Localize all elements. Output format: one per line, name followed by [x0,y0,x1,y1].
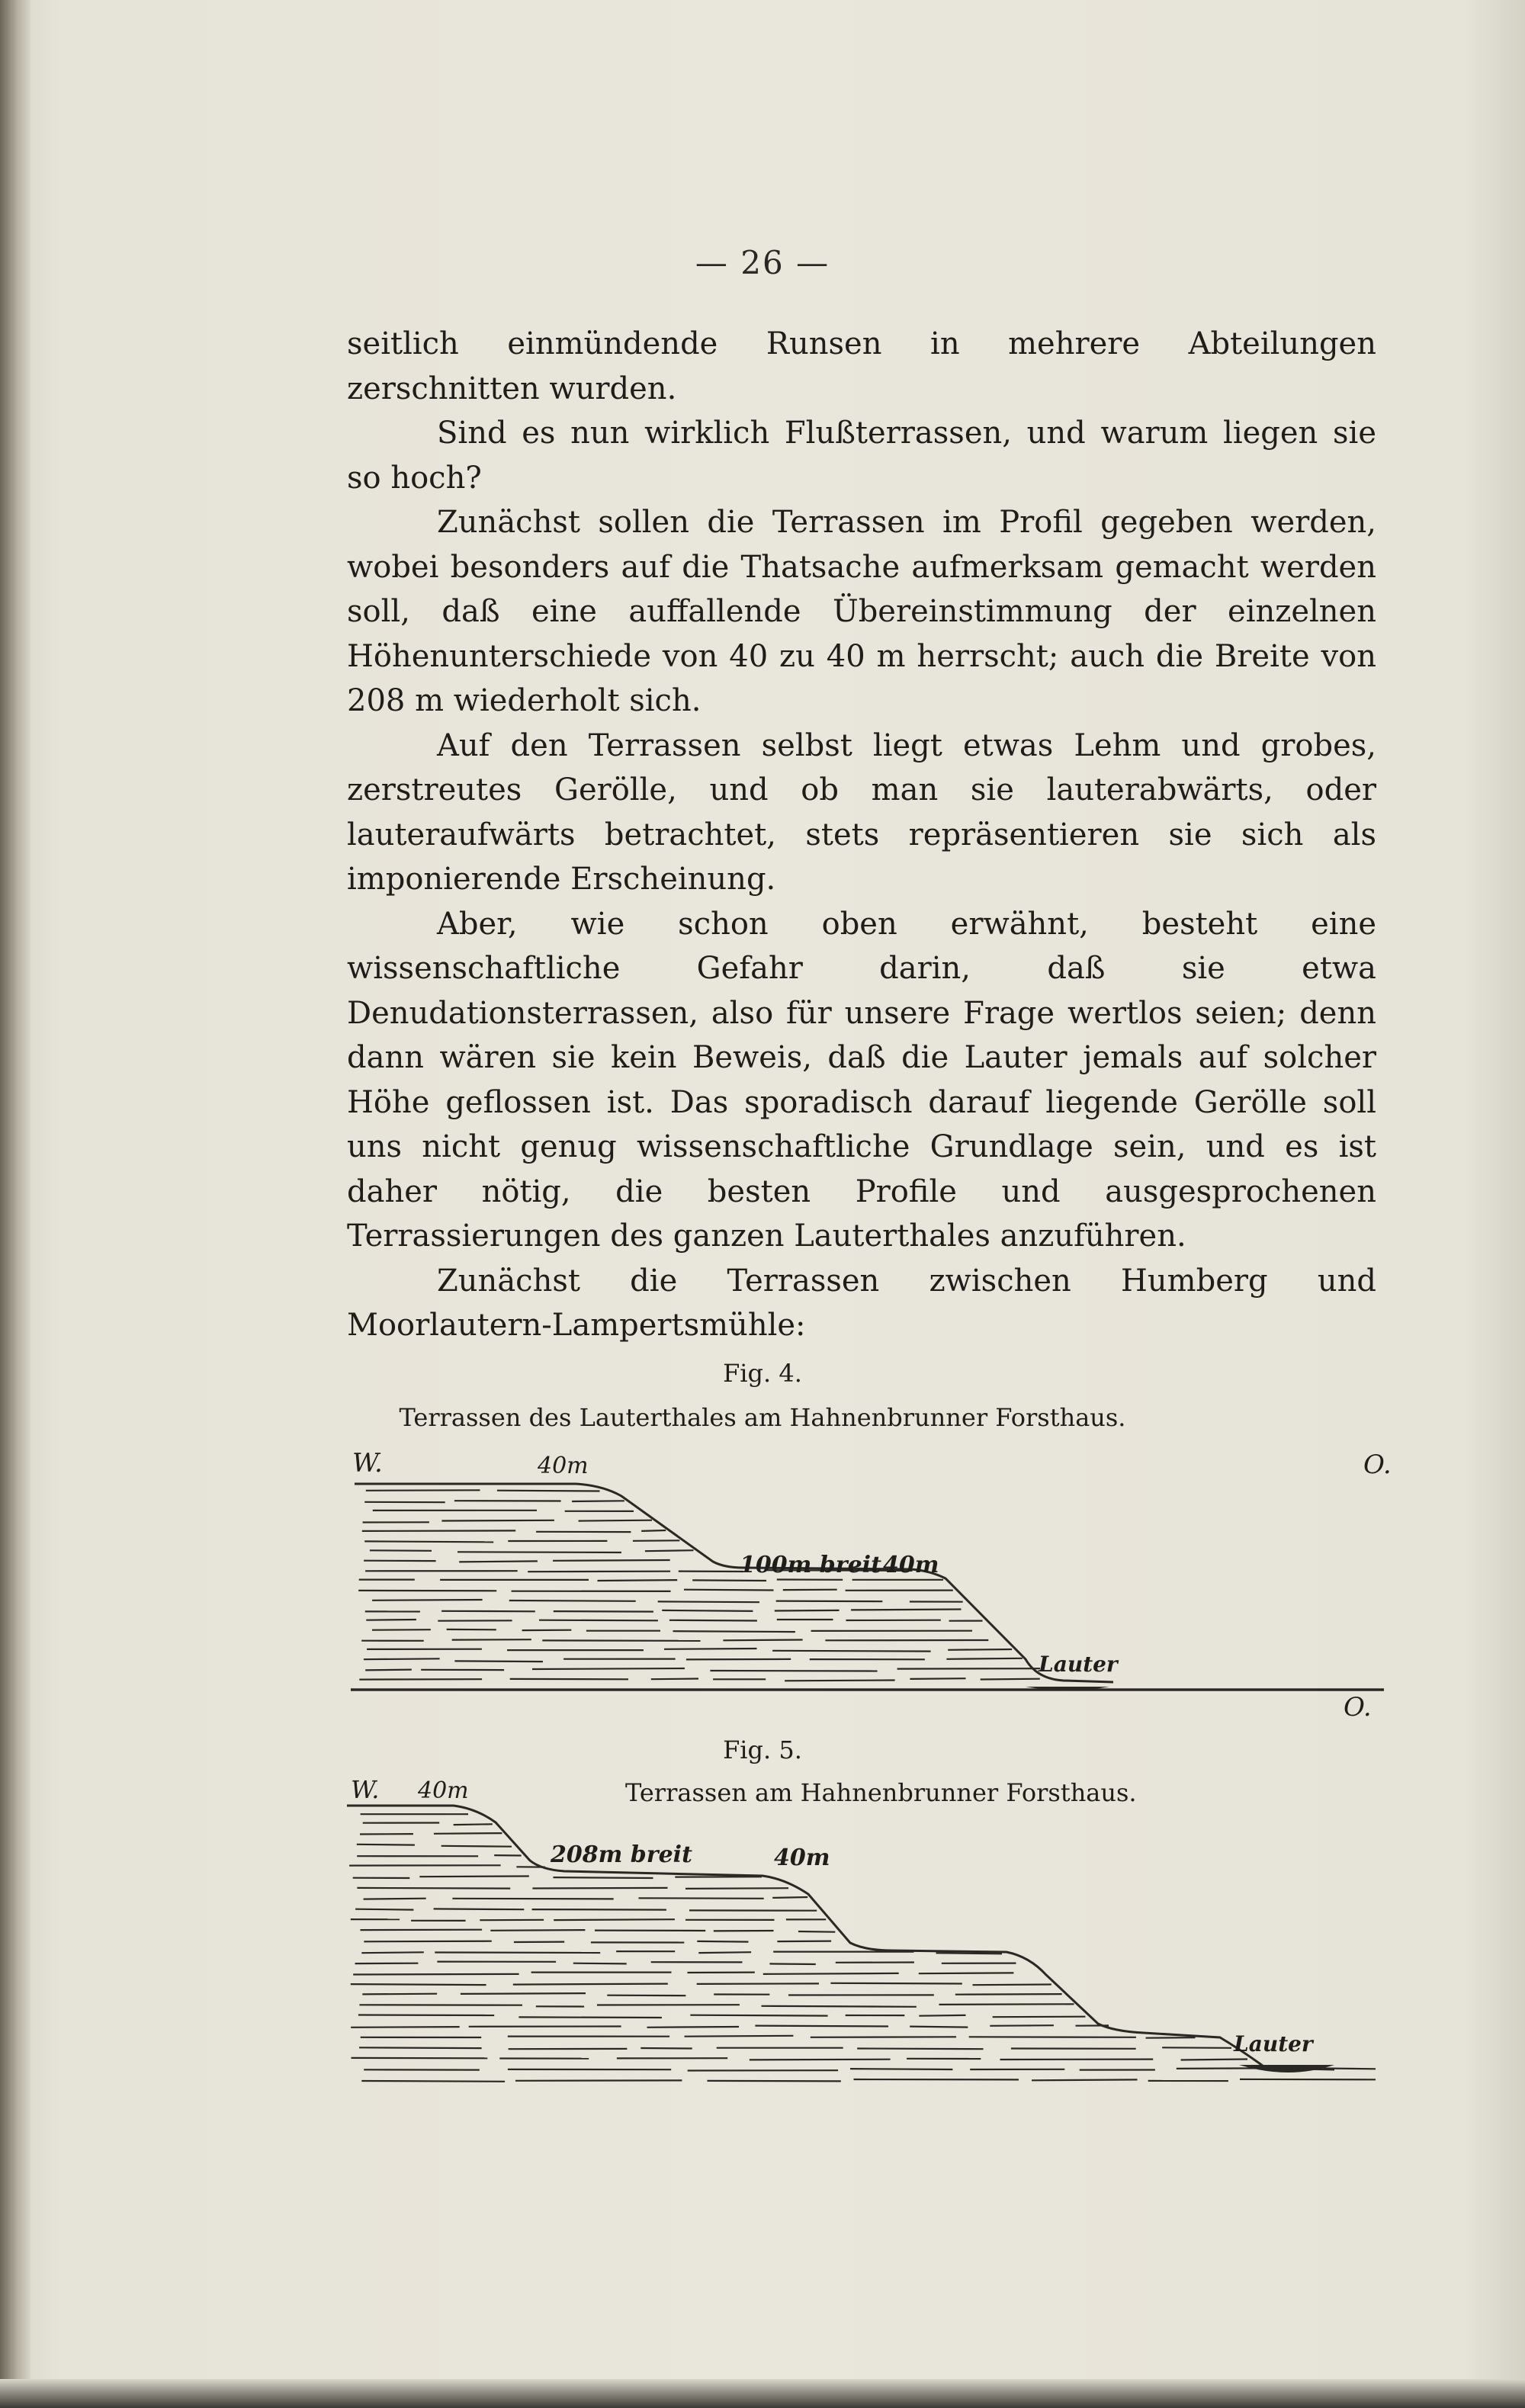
hatch-line [513,1984,668,1985]
hatch-line [830,1983,962,1984]
hatch-line [454,1661,543,1662]
fig5-label-height-2: 40m [774,1845,830,1871]
hatch-line [798,1931,835,1932]
hatch-line [772,1897,807,1898]
hatch-line [441,1520,554,1521]
hatch-line [358,2015,494,2016]
hatch-line [553,1560,670,1561]
hatch-line [554,1877,653,1878]
hatch-line [697,1941,748,1942]
hatch-line [1146,2037,1196,2038]
hatch-line [762,2006,917,2007]
hatch-line [579,1520,652,1521]
hatch-line [686,1659,791,1660]
hatch-line [554,1611,653,1612]
hatch-line [946,1658,1022,1659]
fig4-number: Fig. 4. [723,1359,802,1388]
hatch-line [775,1610,840,1611]
fig5-terrain-profile [347,1806,1334,2069]
fig5-label-height-1: 40m [418,1777,469,1804]
fig4-terrain-profile [355,1484,1113,1682]
fig4-label-west: W. [352,1448,383,1479]
hatch-line [532,1909,666,1910]
hatch-line [708,2081,841,2082]
hatch-line [684,1590,774,1591]
hatch-line [361,1952,424,1953]
hatch-line [939,2004,1074,2005]
hatch-line [357,1888,510,1889]
hatch-line [685,1888,788,1889]
hatch-line [639,1898,764,1899]
hatch-line [441,1611,535,1612]
hatch-line [361,2081,505,2082]
page-bottom-edge [0,2379,1525,2408]
hatch-line [857,2049,983,2050]
hatch-line [990,2025,1054,2026]
hatch-line [364,1658,440,1659]
hatch-line [981,1679,1040,1680]
hatch-line [370,1550,432,1551]
fig5-label-width: 208m breit [551,1841,692,1868]
hatch-line [1162,2047,1231,2048]
hatch-line [697,1983,819,1984]
hatch-line [647,2027,740,2028]
hatch-line [441,1846,512,1847]
hatch-line [776,1601,883,1602]
paragraph: Zunächst sollen die Terrassen im Profil gegeben werden, wobei besonders auf die Thatsache aufmerksam gemacht werden soll, daß eine auffallende Übereinstimmung der einzelnen Höhenunterschiede von 40 zu 40 m herrscht; auch die Breite von 208 m wiederholt sich. [347,505,1376,718]
fig4-label-height-2: 40m [883,1552,939,1578]
fig4-label-east-bottom: O. [1344,1692,1372,1723]
hatch-line [936,1953,1003,1954]
fig5-drawing [347,1806,1376,2082]
hatch-line [459,1561,538,1562]
hatch-line [662,1610,753,1611]
fig4-label-river: Lauter [1039,1652,1118,1677]
paragraph: Zunächst die Terrassen zwischen Humberg und Moorlautern-Lampertsmühle: [347,1263,1376,1343]
hatch-line [359,2047,481,2048]
fig4-label-width: 100m breit [740,1552,881,1578]
hatch-line [518,2017,662,2018]
hatch-line [669,1620,757,1621]
hatch-line [633,1540,679,1541]
fig5-number: Fig. 5. [723,1735,802,1764]
hatch-line [651,1679,698,1680]
hatch-line [573,1963,627,1964]
fig4-caption: Terrassen des Lauterthales am Hahnenbrunner Forsthaus. [399,1403,1126,1432]
hatch-line [685,2036,794,2037]
hatch-line [607,1995,685,1996]
hatch-line [372,1600,482,1601]
hatch-line [355,1909,413,1910]
hatch-line [919,2015,965,2016]
hatch-line [910,2027,968,2028]
hatch-line [658,1601,759,1602]
hatch-line [673,1631,795,1632]
fig4-label-east-top: O. [1363,1450,1392,1480]
hatch-line [542,1640,700,1641]
hatch-line [645,1550,694,1551]
hatch-line [554,1919,675,1920]
hatch-line [364,1941,492,1942]
hatch-line [910,1678,965,1679]
hatch-line [362,1994,437,1995]
hatch-line [362,1530,515,1531]
hatch-line [698,1952,751,1953]
hatch-line [490,1930,585,1931]
hatch-line [532,1888,667,1889]
hatch-line [763,1973,899,1974]
paragraph: seitlich einmündende Runsen in mehrere Abteilungen zerschnitten wurden. [347,326,1376,406]
hatch-line [365,1670,412,1671]
hatch-line [641,1530,666,1531]
hatch-line [435,1953,600,1954]
hatch-line [1032,2079,1138,2080]
hatch-line [454,1824,493,1825]
hatch-line [993,2017,1086,2018]
paragraph: Aber, wie schon oben erwähnt, besteht eine wissenschaftliche Gefahr darin, daß sie etwa Denudationsterrassen, also für unsere Frage wertlos seien; denn dann wären sie kein Beweis, daß die Lauter jemals auf solcher Höhe geflossen ist. Das sporadisch darauf liegende Gerölle soll uns nicht genug wissenschaftliche Grundlage sein, und es ist daher nötig, die besten Profile und ausgesprochenen Terrassierungen des ganzen Lauterthales anzuführen. [347,906,1376,1254]
fig4-label-height-1: 40m [538,1453,589,1479]
hatch-line [366,1490,480,1491]
hatch-line [351,2027,460,2028]
hatch-line [777,1941,831,1942]
paragraph: Sind es nun wirklich Flußterrassen, und warum liegen sie so hoch? [347,416,1376,496]
hatch-line [351,1984,486,1985]
fig4-drawing [351,1484,1384,1690]
hatch-line [723,1640,802,1641]
fig5-label-river: Lauter [1234,2031,1313,2056]
hatch-line [598,1580,678,1581]
hatch-line [353,1974,518,1975]
hatch-line [640,2048,692,2049]
fig5-label-west: W. [351,1775,380,1804]
hatch-line [539,1620,658,1621]
hatch-line [364,1541,493,1542]
page-number: — 26 — [695,244,830,281]
hatch-line [755,2026,888,2027]
hatch-line [769,1963,815,1964]
hatch-line [973,1985,1051,1986]
hatch-line [690,2015,827,2016]
hatch-line [772,1651,931,1652]
hatch-line [434,1833,502,1834]
hatch-line [532,1668,685,1669]
hatch-line [461,1993,586,1994]
hatch-line [692,1580,766,1581]
hatch-line [955,1994,1062,1995]
hatch-line [948,1649,1012,1650]
fig5-caption: Terrassen am Hahnenbrunner Forsthaus. [625,1778,1137,1807]
hatch-line [372,1629,431,1630]
paragraph: Auf den Terrassen selbst liegt etwas Lehm und grobes, zerstreutes Gerölle, und ob man sie lauterabwärts, oder lauteraufwärts betrachtet, stets repräsentieren sie sich als imponierende Erscheinung. [347,727,1376,897]
